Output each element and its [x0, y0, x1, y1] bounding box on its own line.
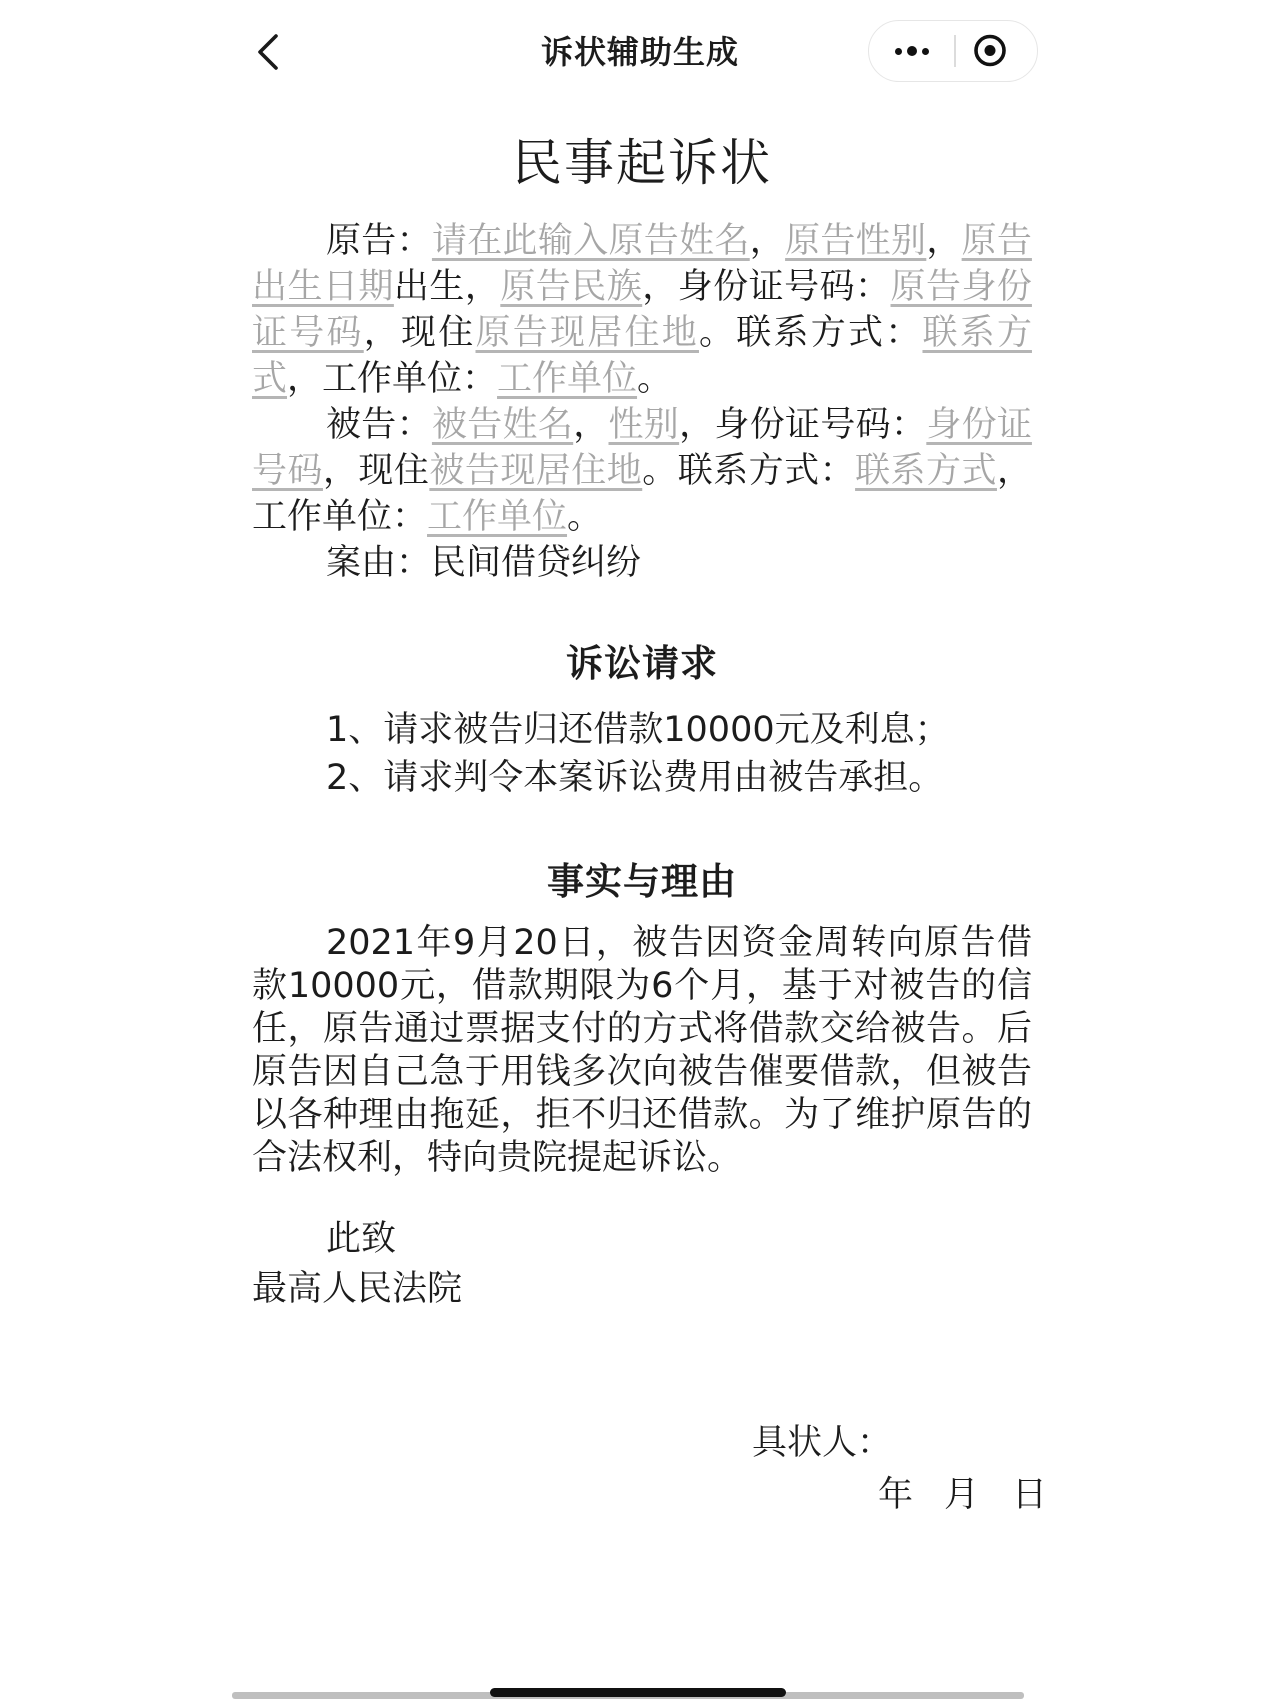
more-button[interactable]	[869, 21, 953, 80]
work-label: ，工作单位：	[287, 359, 498, 399]
plaintiff-ethnicity-field[interactable]: 原告民族	[500, 267, 643, 307]
defendant-address-field[interactable]: 被告现居住地	[429, 451, 643, 491]
signer-label: 具状人：	[752, 1423, 893, 1463]
complaint-document	[252, 104, 1032, 1314]
period: 。	[567, 497, 603, 537]
date-year: 年	[878, 1475, 914, 1515]
defendant-name-field[interactable]: 被告姓名	[431, 405, 574, 445]
closing-salutation: 此致	[326, 1219, 397, 1259]
mini-program-capsule	[868, 20, 1038, 82]
more-dot-icon	[922, 48, 929, 55]
nav-bar	[0, 0, 1278, 104]
contact-label: 。联系方式：	[642, 451, 856, 491]
birth-suffix: 出生，	[393, 267, 501, 307]
defendant-paragraph	[252, 402, 1032, 540]
defendant-work-field[interactable]: 工作单位	[427, 497, 568, 537]
separator: ，	[749, 221, 786, 261]
cause-value: 民间借贷纠纷	[431, 543, 642, 583]
chevron-left-icon	[252, 30, 292, 74]
document-title: 民事起诉状	[512, 134, 772, 192]
address-label: ，现住	[363, 313, 476, 353]
plaintiff-id-field[interactable]: 原告身份证号码	[252, 267, 1032, 353]
claim-item: 1、请求被告归还借款10000元及利息；	[326, 710, 950, 750]
date-month: 月	[944, 1475, 980, 1515]
target-close-icon	[955, 21, 1037, 80]
close-button[interactable]	[955, 21, 1037, 80]
plaintiff-gender-field[interactable]: 原告性别	[785, 221, 927, 261]
plaintiff-work-field[interactable]: 工作单位	[497, 359, 638, 399]
separator: ，	[926, 221, 962, 261]
defendant-contact-field[interactable]: 联系方式	[855, 451, 997, 491]
plaintiff-contact-field[interactable]: 联系方式	[252, 313, 1032, 399]
facts-title: 事实与理由	[547, 860, 737, 903]
contact-label: 。联系方式：	[698, 313, 923, 353]
separator: ，	[573, 405, 609, 445]
id-label: ，身份证号码：	[642, 267, 891, 307]
work-label: ，工作单位：	[252, 451, 1032, 537]
plaintiff-label: 原告：	[326, 221, 432, 261]
defendant-id-field[interactable]: 身份证号码	[252, 405, 1032, 491]
plaintiff-paragraph	[252, 218, 1032, 402]
more-dot-icon	[895, 48, 902, 55]
facts-paragraph: 2021年9月20日，被告因资金周转向原告借款10000元，借款期限为6个月，基于对被告的信任，原告通过票据支付的方式将借款交给被告。后原告因自己急于用钱多次向被告催要借款，但被告以各种理由拖延，拒不归还借款。为了维护原告的合法权利，特向贵院提起诉讼。	[252, 923, 1032, 1178]
period: 。	[637, 359, 673, 399]
address-label: ，现住	[322, 451, 430, 491]
claim-item: 2、请求判令本案诉讼费用由被告承担。	[326, 758, 944, 798]
more-dot-icon	[907, 46, 917, 56]
cause-line	[252, 540, 1032, 586]
date-day: 日	[1012, 1475, 1048, 1515]
id-label: ，身份证号码：	[679, 405, 927, 445]
defendant-label: 被告：	[326, 405, 432, 445]
court-name: 最高人民法院	[252, 1269, 463, 1309]
claims-list	[252, 706, 1032, 802]
plaintiff-name-field[interactable]: 请在此输入原告姓名	[431, 221, 750, 261]
plaintiff-address-field[interactable]: 原告现居住地	[475, 313, 699, 353]
home-indicator[interactable]	[490, 1688, 786, 1697]
claims-title: 诉讼请求	[566, 642, 718, 685]
plaintiff-birth-field[interactable]: 原告出生日期	[252, 221, 1032, 307]
defendant-gender-field[interactable]: 性别	[608, 405, 680, 445]
back-button[interactable]	[252, 30, 292, 74]
cause-label: 案由：	[326, 543, 432, 583]
page-title: 诉状辅助生成	[540, 33, 739, 71]
